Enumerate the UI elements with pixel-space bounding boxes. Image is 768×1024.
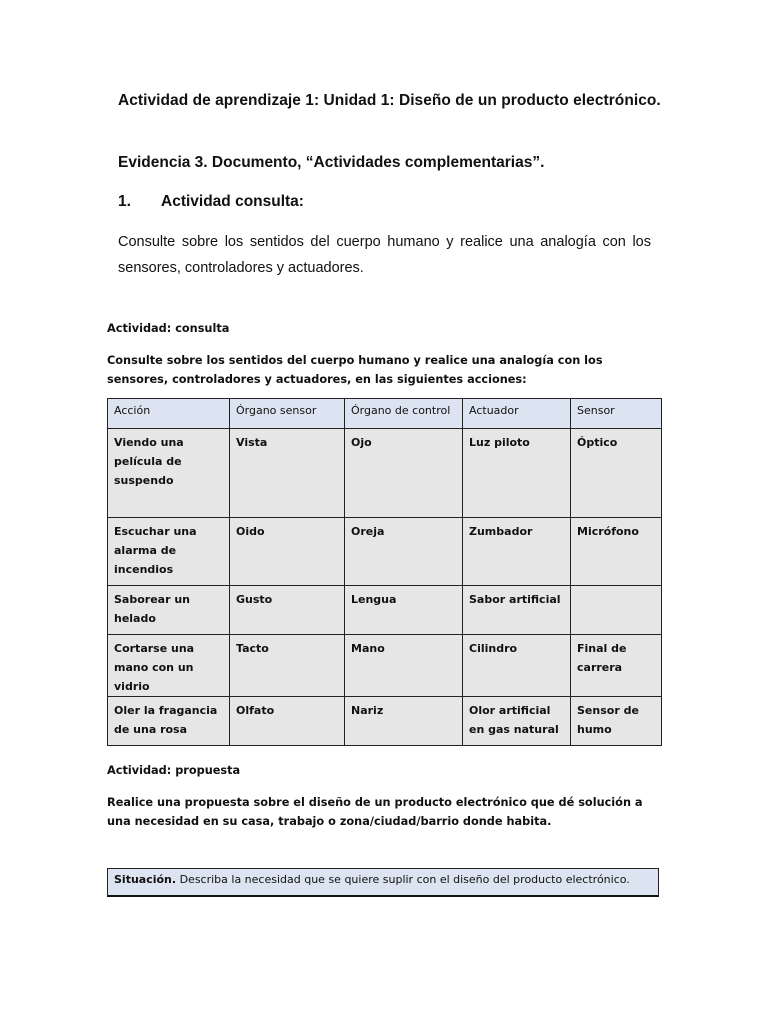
table-cell: Óptico: [571, 429, 662, 518]
table-cell: Luz piloto: [463, 429, 571, 518]
evidence-title: Evidencia 3. Documento, “Actividades complementarias”.: [118, 154, 545, 171]
table-cell: Micrófono: [571, 518, 662, 586]
table-cell: Vista: [230, 429, 345, 518]
table-cell: Tacto: [230, 635, 345, 697]
table-cell: Escuchar una alarma de incendios: [108, 518, 230, 586]
propuesta-instruction: Realice una propuesta sobre el diseño de un producto electrónico que dé solución a una necesidad en su casa, trabajo o zona/ciudad/barrio donde habita.: [107, 796, 643, 828]
table-cell: Olfato: [230, 697, 345, 746]
consulta-label: Actividad: consulta: [107, 322, 230, 335]
header-instruction: Consulte sobre los sentidos del cuerpo humano y realice una analogía con los sensores, controladores y actuadores.: [118, 234, 651, 276]
table-cell: Oido: [230, 518, 345, 586]
table-cell: Final de carrera: [571, 635, 662, 697]
section-title: Actividad consulta:: [161, 193, 304, 210]
table-row: [108, 697, 662, 746]
activity-title: Actividad de aprendizaje 1: Unidad 1: Diseño de un producto electrónico.: [118, 92, 661, 109]
propuesta-label: Actividad: propuesta: [107, 764, 241, 777]
header-cell: Órgano sensor: [230, 399, 345, 429]
table-cell: Sabor artificial: [463, 586, 571, 635]
table-cell: Nariz: [345, 697, 463, 746]
header-cell: Acción: [108, 399, 230, 429]
table-cell: Ojo: [345, 429, 463, 518]
table-row: [108, 635, 662, 697]
table-cell: Gusto: [230, 586, 345, 635]
table-header-row: [108, 399, 662, 429]
table-cell: Cortarse una mano con un vidrio: [108, 635, 230, 697]
table-cell: Mano: [345, 635, 463, 697]
table-cell: Sensor de humo: [571, 697, 662, 746]
table-row: [108, 429, 662, 518]
table-cell: Zumbador: [463, 518, 571, 586]
senses-table: [107, 398, 662, 746]
situacion-box: [107, 868, 659, 897]
table-cell: Olor artificial en gas natural: [463, 697, 571, 746]
table-cell: Viendo una película de suspendo: [108, 429, 230, 518]
table-cell: [571, 586, 662, 635]
situacion-label: Situación.: [114, 873, 177, 886]
table-row: [108, 586, 662, 635]
table-cell: Oler la fragancia de una rosa: [108, 697, 230, 746]
table-cell: Lengua: [345, 586, 463, 635]
section-number: 1.: [118, 193, 131, 210]
table-cell: Oreja: [345, 518, 463, 586]
table-cell: Cilindro: [463, 635, 571, 697]
header-cell: Sensor: [571, 399, 662, 429]
header-cell: Órgano de control: [345, 399, 463, 429]
header-cell: Actuador: [463, 399, 571, 429]
table-row: [108, 518, 662, 586]
consulta-instruction: Consulte sobre los sentidos del cuerpo humano y realice una analogía con los sensores, controladores y actuadores, en las siguientes acciones:: [107, 354, 603, 386]
situacion-text: Describa la necesidad que se quiere suplir con el diseño del producto electrónico.: [176, 873, 630, 886]
table-cell: Saborear un helado: [108, 586, 230, 635]
